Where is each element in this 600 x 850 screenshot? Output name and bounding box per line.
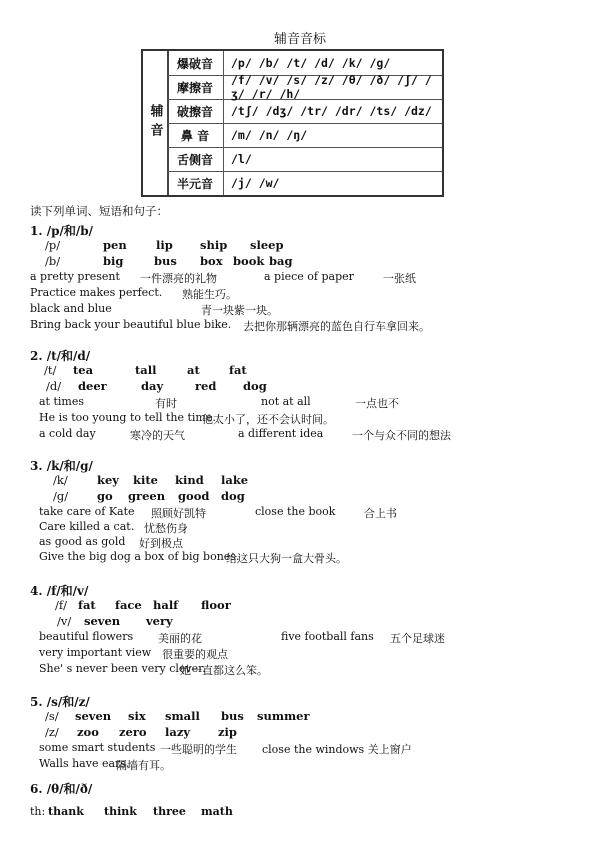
word: green (128, 489, 166, 503)
word: face (115, 598, 142, 612)
translation: 青一块紫一块。 (201, 304, 278, 317)
word: go (97, 489, 113, 503)
word: seven (84, 614, 121, 628)
translation: 美丽的花 (158, 632, 202, 645)
phrase: very important view (39, 646, 152, 659)
row-label: 鼻 音 (167, 123, 224, 147)
phrase: a pretty present (30, 270, 120, 283)
section-heading: 5. /s/和/z/ (30, 695, 90, 709)
translation: 很重要的观点 (162, 648, 228, 661)
word: seven (75, 709, 112, 723)
word: bag (269, 254, 293, 268)
word: kind (175, 473, 204, 487)
word: key (97, 473, 119, 487)
phrase: She' s never been very clever. (39, 662, 206, 675)
translation: 一张纸 (383, 272, 416, 285)
row-label: 爆破音 (167, 51, 224, 75)
row-label: 破擦音 (167, 99, 224, 123)
word: lip (156, 238, 173, 252)
translation: 好到极点 (139, 537, 183, 550)
page-title: 辅音音标 (273, 32, 326, 47)
phrase: beautiful flowers (39, 630, 134, 643)
row-label: 舌侧音 (167, 147, 224, 171)
word: thank (48, 805, 84, 818)
phrase: Give the big dog a box of big bones. (39, 550, 240, 563)
translation: 一个与众不同的想法 (352, 429, 451, 442)
phoneme-label: /d/ (46, 379, 62, 393)
word: fat (229, 363, 247, 377)
word: good (178, 489, 210, 503)
word: three (153, 805, 186, 818)
word: ship (200, 238, 228, 252)
word: summer (257, 709, 310, 723)
phrase: a different idea (238, 427, 324, 440)
word: half (153, 598, 179, 612)
word: zip (218, 725, 237, 739)
word: zero (119, 725, 147, 739)
table-row (167, 75, 442, 100)
consonant-table (141, 49, 444, 197)
phrase: a piece of paper (264, 270, 354, 283)
word: tea (73, 363, 94, 377)
phrase: Care killed a cat. (39, 520, 135, 533)
section-heading: 1. /p/和/b/ (30, 224, 94, 238)
word: deer (78, 379, 107, 393)
translation: 忧愁伤身 (144, 522, 188, 535)
translation: 熟能生巧。 (182, 288, 237, 301)
section-heading: 2. /t/和/d/ (30, 349, 91, 363)
phrase: close the book (255, 505, 336, 518)
word: day (141, 379, 164, 393)
translation: 一件漂亮的礼物 (140, 272, 217, 285)
translation: 寒冷的天气 (130, 429, 185, 442)
word: at (187, 363, 200, 377)
phrase: five football fans (281, 630, 374, 643)
word: kite (133, 473, 158, 487)
row-value: /l/ (231, 152, 252, 166)
word: very (146, 614, 173, 628)
phrase: Walls have ears. (39, 757, 130, 770)
phrase: some smart students (39, 741, 156, 754)
table-row (167, 123, 442, 148)
translation: 合上书 (364, 507, 397, 520)
word: dog (221, 489, 245, 503)
translation: 有时 (155, 397, 177, 410)
table-row (167, 147, 442, 172)
word: pen (103, 238, 127, 252)
phrase: black and blue (30, 302, 112, 315)
phoneme-label: /p/ (45, 238, 61, 252)
phrase: as good as gold (39, 535, 126, 548)
phrase: a cold day (39, 427, 96, 440)
phoneme-label: /k/ (53, 473, 68, 487)
table-row (167, 99, 442, 124)
row-label: 半元音 (167, 171, 224, 195)
row-value: /p/ /b/ /t/ /d/ /k/ /g/ (231, 56, 391, 70)
section-heading: 3. /k/和/g/ (30, 459, 93, 473)
translation: 他太小了，还不会认时间。 (202, 413, 334, 426)
translation: 给这只大狗一盒大骨头。 (226, 552, 347, 565)
translation: 隔墙有耳。 (116, 759, 171, 772)
word: tall (135, 363, 157, 377)
phoneme-label: /b/ (45, 254, 61, 268)
word: zoo (77, 725, 99, 739)
translation: 去把你那辆漂亮的蓝色自行车拿回来。 (243, 320, 430, 333)
translation: 一点也不 (355, 397, 399, 410)
word: floor (201, 598, 231, 612)
phrase: close the windows 关上窗户 (262, 743, 412, 756)
word: think (104, 805, 137, 818)
word: math (201, 805, 233, 818)
word: bus (221, 709, 244, 723)
translation: 一些聪明的学生 (160, 743, 237, 756)
word: lazy (165, 725, 191, 739)
section-heading: 4. /f/和/v/ (30, 584, 89, 598)
instruction: 读下列单词、短语和句子： (30, 204, 168, 218)
phoneme-label: /v/ (57, 614, 72, 628)
word: lake (221, 473, 249, 487)
word: book (233, 254, 265, 268)
word: box (200, 254, 223, 268)
phrase: Bring back your beautiful blue bike. (30, 318, 232, 331)
row-value: /f/ /v/ /s/ /z/ /θ/ /ð/ /ʃ/ /ʒ/ /r/ /h/ (231, 73, 432, 101)
phoneme-label: /g/ (53, 489, 69, 503)
translation: 她一直都这么笨。 (180, 664, 268, 677)
word: red (195, 379, 217, 393)
translation: 五个足球迷 (390, 632, 445, 645)
word: fat (78, 598, 96, 612)
word: small (165, 709, 200, 723)
phoneme-label: /s/ (45, 709, 59, 723)
word: sleep (250, 238, 284, 252)
word: dog (243, 379, 267, 393)
table-row (167, 171, 442, 195)
phoneme-label: th: (30, 805, 46, 818)
table-side-label: 辅音 (143, 51, 169, 195)
word: bus (154, 254, 177, 268)
row-label: 摩擦音 (167, 75, 224, 99)
phrase: take care of Kate (39, 505, 135, 518)
phoneme-label: /t/ (44, 363, 57, 377)
phrase: at times (39, 395, 84, 408)
phoneme-label: /f/ (55, 598, 68, 612)
row-value: /m/ /n/ /ŋ/ (231, 128, 308, 142)
phrase: He is too young to tell the time. (39, 411, 216, 424)
phrase: not at all (261, 395, 311, 408)
section-heading: 6. /θ/和/ð/ (30, 782, 93, 796)
translation: 照顾好凯特 (151, 507, 206, 520)
phoneme-label: /z/ (45, 725, 59, 739)
phrase: Practice makes perfect. (30, 286, 163, 299)
word: big (103, 254, 124, 268)
row-value: /j/ /w/ (231, 176, 280, 190)
row-value: /tʃ/ /dʒ/ /tr/ /dr/ /ts/ /dz/ (231, 104, 432, 118)
word: six (128, 709, 146, 723)
